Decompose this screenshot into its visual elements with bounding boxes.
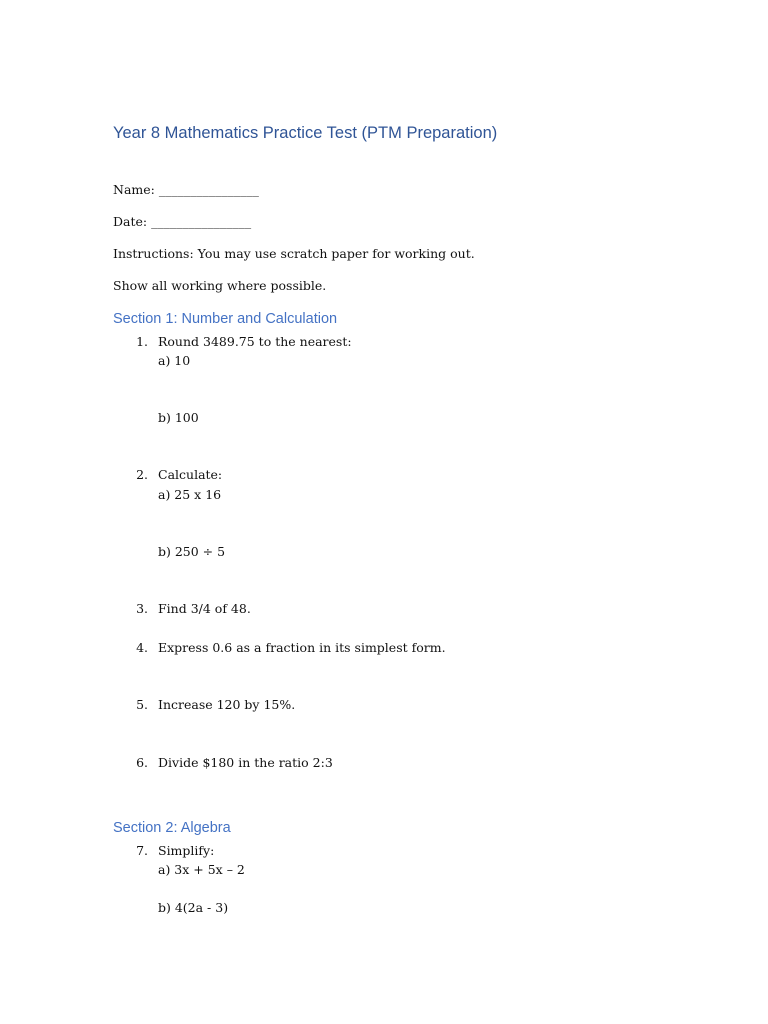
- question-number: 7.: [136, 843, 148, 858]
- question-text: Increase 120 by 15%.: [158, 697, 296, 712]
- date-field-line: Date: ________________: [113, 214, 252, 229]
- question-number: 6.: [136, 755, 148, 770]
- question-number: 2.: [136, 467, 148, 482]
- section-heading: Section 1: Number and Calculation: [113, 311, 338, 327]
- question-text: Simplify:: [158, 843, 215, 858]
- name-field-line: Name: ________________: [113, 182, 259, 197]
- question-number: 1.: [136, 334, 148, 349]
- question-text: Express 0.6 as a fraction in its simplest form.: [158, 640, 446, 655]
- section-heading: Section 2: Algebra: [113, 820, 231, 836]
- question-number: 4.: [136, 640, 148, 655]
- instructions-text: Instructions: You may use scratch paper for working out.: [113, 246, 475, 261]
- question-part: a) 25 x 16: [158, 487, 222, 502]
- question-text: Find 3/4 of 48.: [158, 601, 251, 616]
- document-title: Year 8 Mathematics Practice Test (PTM Preparation): [113, 124, 498, 142]
- question-text: Calculate:: [158, 467, 223, 482]
- question-text: Round 3489.75 to the nearest:: [158, 334, 352, 349]
- question-text: Divide $180 in the ratio 2:3: [158, 755, 333, 770]
- question-part: a) 10: [158, 353, 191, 368]
- show-working-text: Show all working where possible.: [113, 278, 327, 293]
- question-part: b) 4(2a - 3): [158, 900, 229, 915]
- question-number: 3.: [136, 601, 148, 616]
- question-part: b) 250 ÷ 5: [158, 544, 226, 559]
- question-number: 5.: [136, 697, 148, 712]
- question-part: b) 100: [158, 410, 199, 425]
- question-part: a) 3x + 5x – 2: [158, 862, 245, 877]
